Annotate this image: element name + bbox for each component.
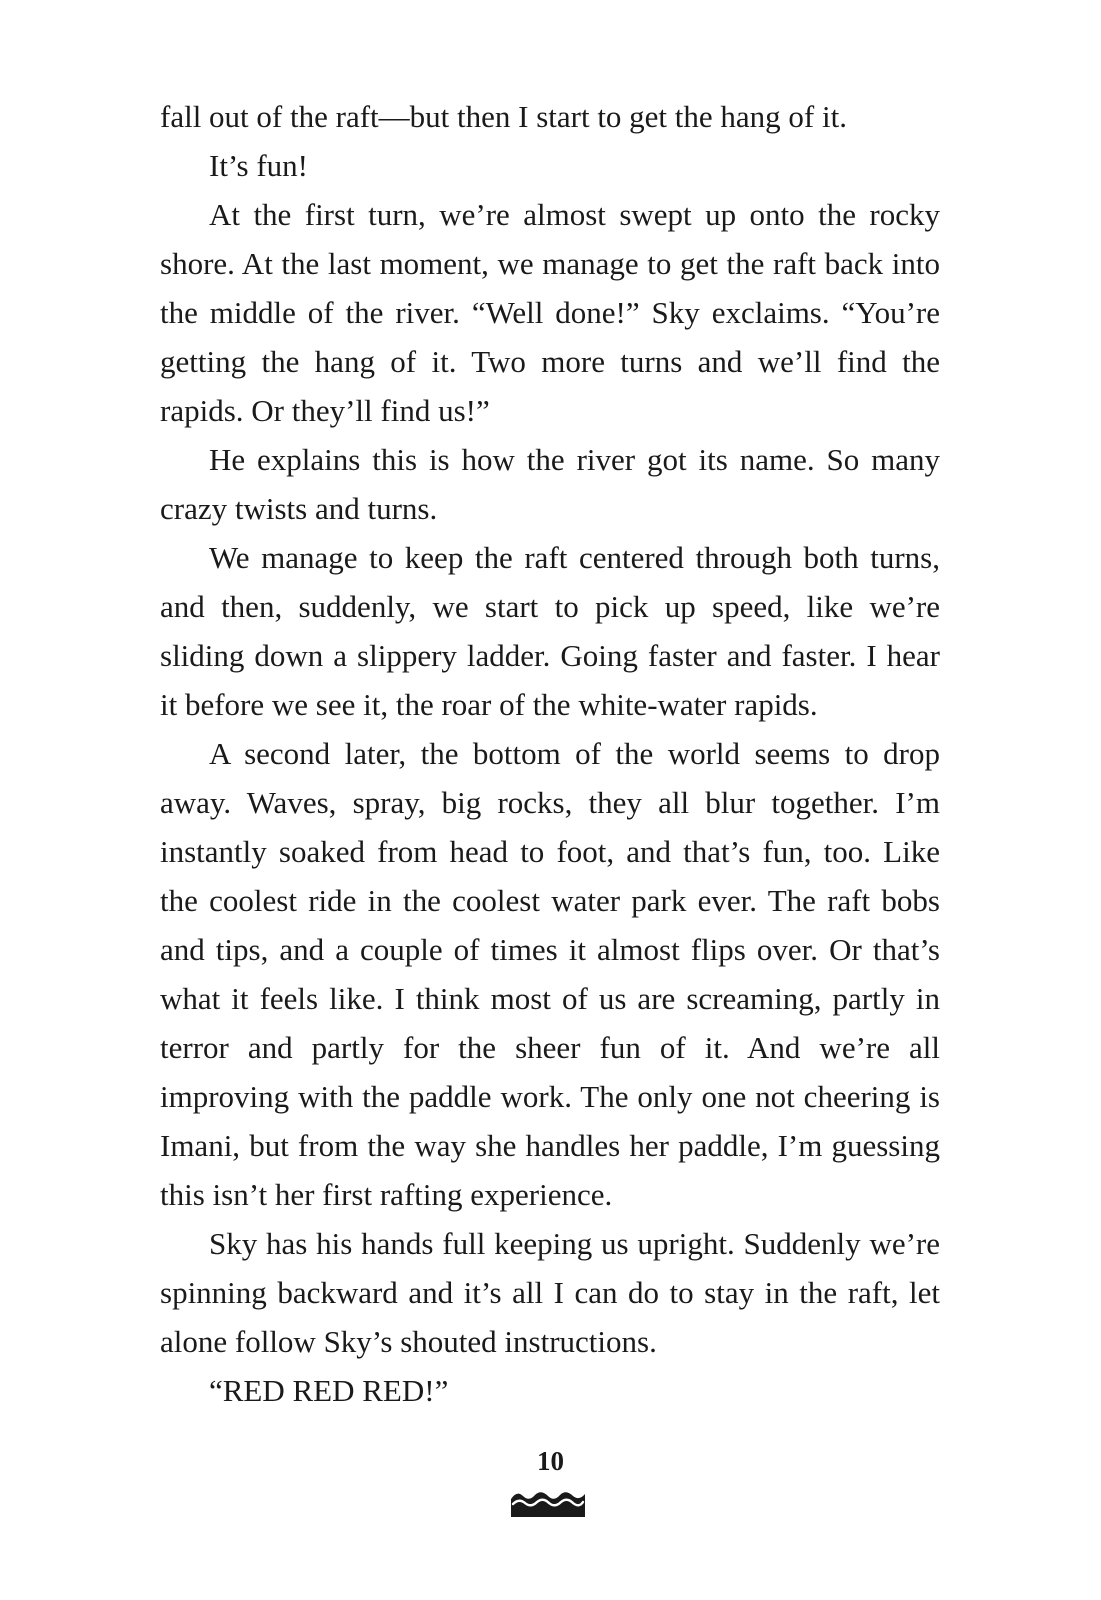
wave-icon: [511, 1487, 585, 1517]
paragraph-5: We manage to keep the raft centered through both turns, and then, suddenly, we start to pick up speed, like we’re sliding down a slippery ladder. Going faster and faster. I hear it before we see it, the roar of the white-water rapids.: [160, 540, 940, 722]
page-number: 10: [537, 1446, 564, 1476]
paragraph-8: “RED RED RED!”: [209, 1373, 449, 1408]
paragraph-6: A second later, the bottom of the world seems to drop away. Waves, spray, big rocks, they all blur together. I’m instantly soaked from head to foot, and that’s fun, too. Like the coolest ride in the coolest water park ever. The raft bobs and tips, and a couple of times it almost flips over. Or that’s what it feels like. I think most of us are screaming, partly in terror and partly for the sheer fun of it. And we’re all improving with the paddle work. The only one not cheering is Imani, but from the way she handles her paddle, I’m guessing this isn’t her first rafting experience.: [160, 736, 940, 1212]
paragraph-2: It’s fun!: [209, 148, 309, 183]
page-body: [160, 92, 940, 1415]
paragraph-7: Sky has his hands full keeping us upright. Suddenly we’re spinning backward and it’s all I can do to stay in the raft, let alone follow Sky’s shouted instructions.: [160, 1226, 940, 1359]
paragraph-1: fall out of the raft—but then I start to get the hang of it.: [160, 99, 847, 134]
paragraph-4: He explains this is how the river got its name. So many crazy twists and turns.: [160, 442, 940, 526]
paragraph-3: At the first turn, we’re almost swept up onto the rocky shore. At the last moment, we manage to get the raft back into the middle of the river. “Well done!” Sky exclaims. “You’re getting the hang of it. Two more turns and we’ll find the rapids. Or they’ll find us!”: [160, 197, 940, 428]
